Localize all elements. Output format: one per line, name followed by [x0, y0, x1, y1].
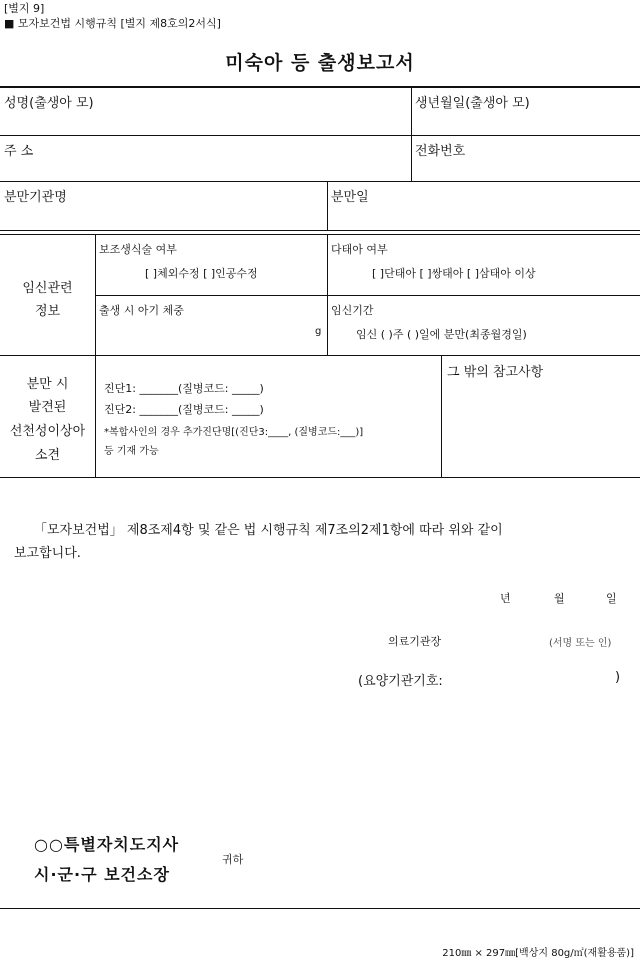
col-divider — [411, 87, 412, 181]
recipient-health-center: 시·군·구 보건소장 — [34, 865, 170, 884]
footer-rule — [0, 908, 640, 909]
row-divider — [0, 234, 640, 235]
col-divider — [327, 235, 328, 355]
art-label: 보조생식술 여부 — [99, 243, 177, 256]
gestation-input[interactable]: 임신 ( )주 ( )일에 분만(최종월경일) — [356, 328, 527, 341]
date-year[interactable]: 년 — [500, 592, 511, 605]
multiple-birth-checkboxes[interactable]: [ ]단태아 [ ]쌍태아 [ ]삼태아 이상 — [372, 267, 536, 280]
findings-label: 소견 — [34, 448, 61, 463]
paper-spec: 210㎜ × 297㎜[백상지 80g/㎡(재활용품)] — [442, 948, 634, 959]
signer-role: 의료기관장 — [388, 635, 442, 648]
date-month[interactable]: 월 — [554, 592, 565, 605]
signature-field[interactable]: (서명 또는 인) — [549, 638, 612, 649]
mother-name-field[interactable]: 성명(출생아 모) — [4, 96, 94, 111]
row-divider — [0, 181, 640, 182]
findings-label: 분만 시 — [26, 377, 69, 392]
findings-label: 선천성이상아 — [9, 424, 86, 439]
pregnancy-section-label: 정보 — [34, 304, 61, 319]
birth-weight-unit: g — [315, 326, 322, 337]
row-divider — [95, 295, 640, 296]
additional-diagnosis-note: *복합사인의 경우 추가진단명[(진단3:____, (질병코드:___)] — [104, 427, 364, 438]
institution-code-close: ) — [615, 670, 621, 685]
recipient-governor: ○○특별자치도지사 — [34, 835, 180, 854]
honorific: 귀하 — [222, 853, 244, 866]
page-title: 미숙아 등 출생보고서 — [225, 52, 415, 74]
findings-label: 발견된 — [28, 400, 67, 415]
table-top-border — [0, 86, 640, 88]
pregnancy-section-label: 임신관련 — [22, 281, 73, 296]
birth-weight-label: 출생 시 아기 체중 — [99, 304, 184, 317]
date-day[interactable]: 일 — [606, 592, 617, 605]
multiple-birth-label: 다태아 여부 — [331, 243, 388, 256]
institution-field[interactable]: 분만기관명 — [4, 190, 67, 205]
additional-diagnosis-note: 등 기재 가능 — [104, 446, 159, 457]
art-checkboxes[interactable]: [ ]체외수정 [ ]인공수정 — [145, 267, 258, 280]
row-divider — [0, 135, 640, 136]
diagnosis-1-field[interactable]: 진단1: _______(질병코드: _____) — [104, 382, 264, 395]
statement-text: 보고합니다. — [14, 546, 81, 561]
col-divider — [95, 235, 96, 477]
gestation-label: 임신기간 — [331, 304, 374, 317]
row-divider — [0, 355, 640, 356]
form-reference: ■ 모자보건법 시행규칙 [별지 제8호의2서식] — [4, 17, 221, 30]
phone-field[interactable]: 전화번호 — [415, 144, 466, 159]
other-notes-field[interactable]: 그 밖의 참고사항 — [447, 365, 544, 380]
delivery-date-field[interactable]: 분만일 — [331, 190, 369, 205]
statement-text: 「모자보건법」 제8조제4항 및 같은 법 시행규칙 제7조의2제1항에 따라 위와 같이 — [34, 523, 503, 538]
col-divider — [441, 355, 442, 477]
col-divider — [327, 181, 328, 231]
address-field[interactable]: 주 소 — [4, 144, 34, 159]
row-divider — [0, 477, 640, 478]
row-divider — [0, 230, 640, 231]
mother-dob-field[interactable]: 생년월일(출생아 모) — [415, 96, 530, 111]
annex-label: [별지 9] — [4, 2, 45, 15]
diagnosis-2-field[interactable]: 진단2: _______(질병코드: _____) — [104, 403, 264, 416]
institution-code-field[interactable]: (요양기관기호: — [358, 674, 443, 689]
